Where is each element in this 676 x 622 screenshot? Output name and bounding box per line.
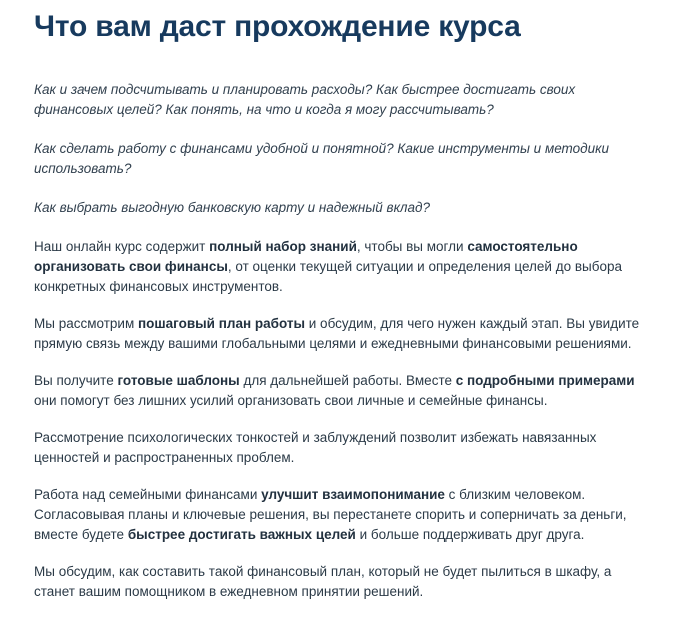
document-body xyxy=(34,80,642,602)
paragraph-1: Наш онлайн курс содержит полный набор знаний, чтобы вы могли самостоятельно организовать свои финансы, от оценки текущей ситуации и определения целей до выбора конкретных финансовых инструментов. xyxy=(34,239,622,294)
intro-question-2: Как сделать работу с финансами удобной и понятной? Какие инструменты и методики использовать? xyxy=(34,141,610,176)
page-title: Что вам даст прохождение курса xyxy=(34,10,521,43)
intro-question-3: Как выбрать выгодную банковскую карту и надежный вклад? xyxy=(34,200,431,215)
document-page xyxy=(0,10,676,602)
paragraph-5: Работа над семейными финансами улучшит взаимопонимание с близким человеком. Согласовывая планы и ключевые решения, вы перестанете спорить и соперничать за деньги, вместе будете быстрее достигать важных целей и больше поддерживать друг друга. xyxy=(34,487,627,542)
paragraph-3: Вы получите готовые шаблоны для дальнейшей работы. Вместе с подробными примерами они помогут без лишних усилий организовать свои личные и семейные финансы. xyxy=(34,373,635,408)
paragraph-4: Рассмотрение психологических тонкостей и заблуждений позволит избежать навязанных ценностей и распространенных проблем. xyxy=(34,430,597,465)
paragraph-6: Мы обсудим, как составить такой финансовый план, который не будет пылиться в шкафу, а станет вашим помощником в ежедневном принятии решений. xyxy=(34,564,612,599)
paragraph-2: Мы рассмотрим пошаговый план работы и обсудим, для чего нужен каждый этап. Вы увидите прямую связь между вашими глобальными целями и ежедневными финансовыми решениями. xyxy=(34,316,640,351)
intro-question-1: Как и зачем подсчитывать и планировать расходы? Как быстрее достигать своих финансовых целей? Как понять, на что и когда я могу рассчитывать? xyxy=(34,82,576,117)
